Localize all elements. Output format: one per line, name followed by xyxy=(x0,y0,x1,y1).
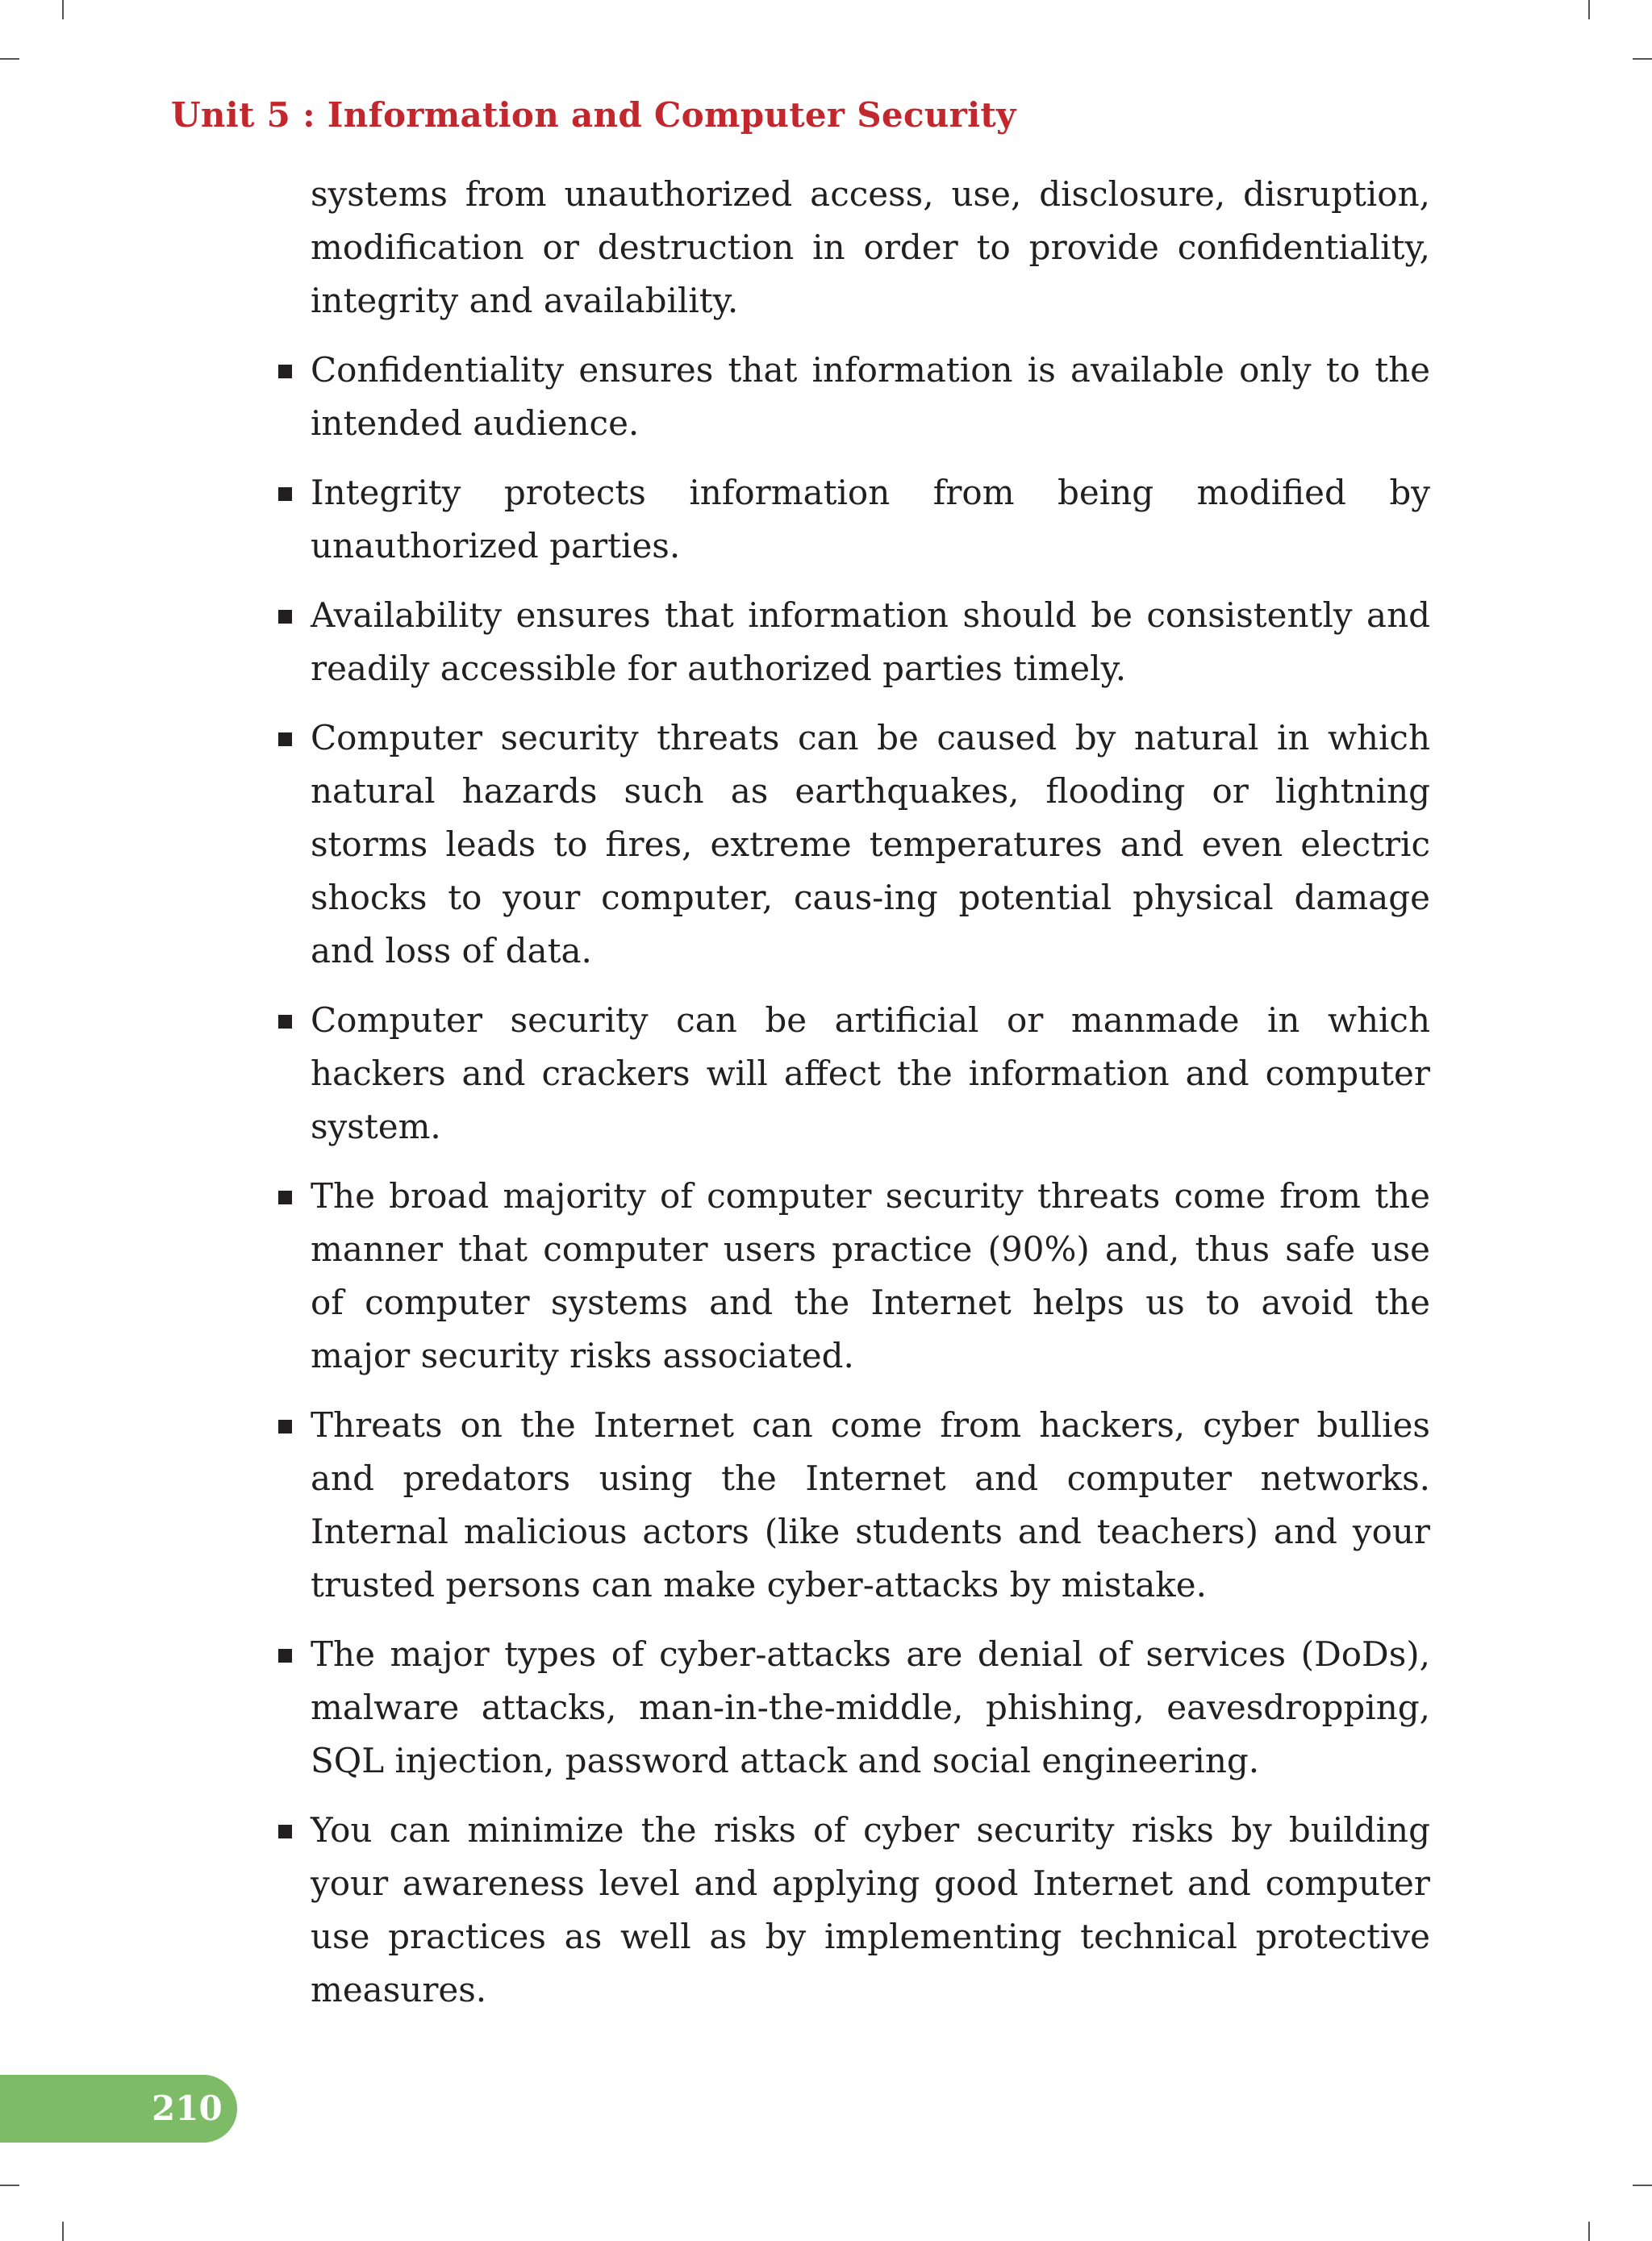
bullet-text: Computer security threats can be caused by natural in which natural hazards such as earthquakes, flooding or lightning storms leads to fires, extreme temperatures and even electric shocks to your computer, caus-ing potential physical damage and loss of data. xyxy=(311,718,1430,970)
square-bullet-icon xyxy=(278,610,292,624)
square-bullet-icon xyxy=(278,1191,292,1204)
crop-mark-top-left xyxy=(62,0,64,19)
bullet-text: Confidentiality ensures that information is available only to the intended audience. xyxy=(311,350,1430,443)
bullet-text: The broad majority of computer security threats come from the manner that computer users practice (90%) and, thus safe use of computer systems and the Internet helps us to avoid the major security risks associated. xyxy=(311,1176,1430,1375)
square-bullet-icon xyxy=(278,1825,292,1838)
bullet-text: Threats on the Internet can come from hackers, cyber bullies and predators using the Internet and computer networks. Internal malicious actors (like students and teachers) and your trusted persons can make cyber-attacks by mistake. xyxy=(311,1405,1430,1605)
square-bullet-icon xyxy=(278,1649,292,1663)
crop-mark-top-right xyxy=(1588,0,1590,19)
square-bullet-icon xyxy=(278,1420,292,1433)
bullet-item xyxy=(311,344,1430,450)
bullet-item xyxy=(311,589,1430,695)
intro-paragraph: systems from unauthorized access, use, disclosure, disruption, modification or destruction in order to provide confidentiality, integrity and availability. xyxy=(311,174,1430,320)
bullet-item xyxy=(311,466,1430,573)
bullet-text: Availability ensures that information should be consistently and readily accessible for authorized parties timely. xyxy=(311,595,1430,688)
bullet-text: Computer security can be artificial or manmade in which hackers and crackers will affect the information and computer system. xyxy=(311,1000,1430,1146)
bullet-item xyxy=(311,994,1430,1154)
bullet-item xyxy=(311,1804,1430,2017)
bullet-list xyxy=(311,344,1430,2017)
main-content xyxy=(311,168,1430,2033)
page-number: 210 xyxy=(152,2089,223,2128)
square-bullet-icon xyxy=(278,365,292,378)
bullet-text: Integrity protects information from being modified by unauthorized parties. xyxy=(311,473,1430,565)
square-bullet-icon xyxy=(278,732,292,746)
square-bullet-icon xyxy=(278,487,292,501)
crop-mark-right-bottom xyxy=(1633,2185,1652,2186)
crop-mark-left-top xyxy=(0,58,19,60)
crop-mark-left-bottom xyxy=(0,2185,19,2186)
bullet-item xyxy=(311,1399,1430,1612)
bullet-item xyxy=(311,712,1430,978)
bullet-text: You can minimize the risks of cyber security risks by building your awareness level and applying good Internet and computer use practices as well as by implementing technical protective measures. xyxy=(311,1810,1430,2009)
bullet-item xyxy=(311,1628,1430,1788)
page-number-tab xyxy=(0,2075,237,2143)
crop-mark-bottom-left xyxy=(62,2222,64,2241)
bullet-item xyxy=(311,1170,1430,1383)
crop-mark-bottom-right xyxy=(1588,2222,1590,2241)
bullet-text: The major types of cyber-attacks are denial of services (DoDs), malware attacks, man-in-the-middle, phishing, eavesdropping, SQL injection, password attack and social engineering. xyxy=(311,1634,1430,1780)
square-bullet-icon xyxy=(278,1015,292,1029)
unit-header: Unit 5 : Information and Computer Security xyxy=(171,95,1016,135)
crop-mark-right-top xyxy=(1633,58,1652,60)
